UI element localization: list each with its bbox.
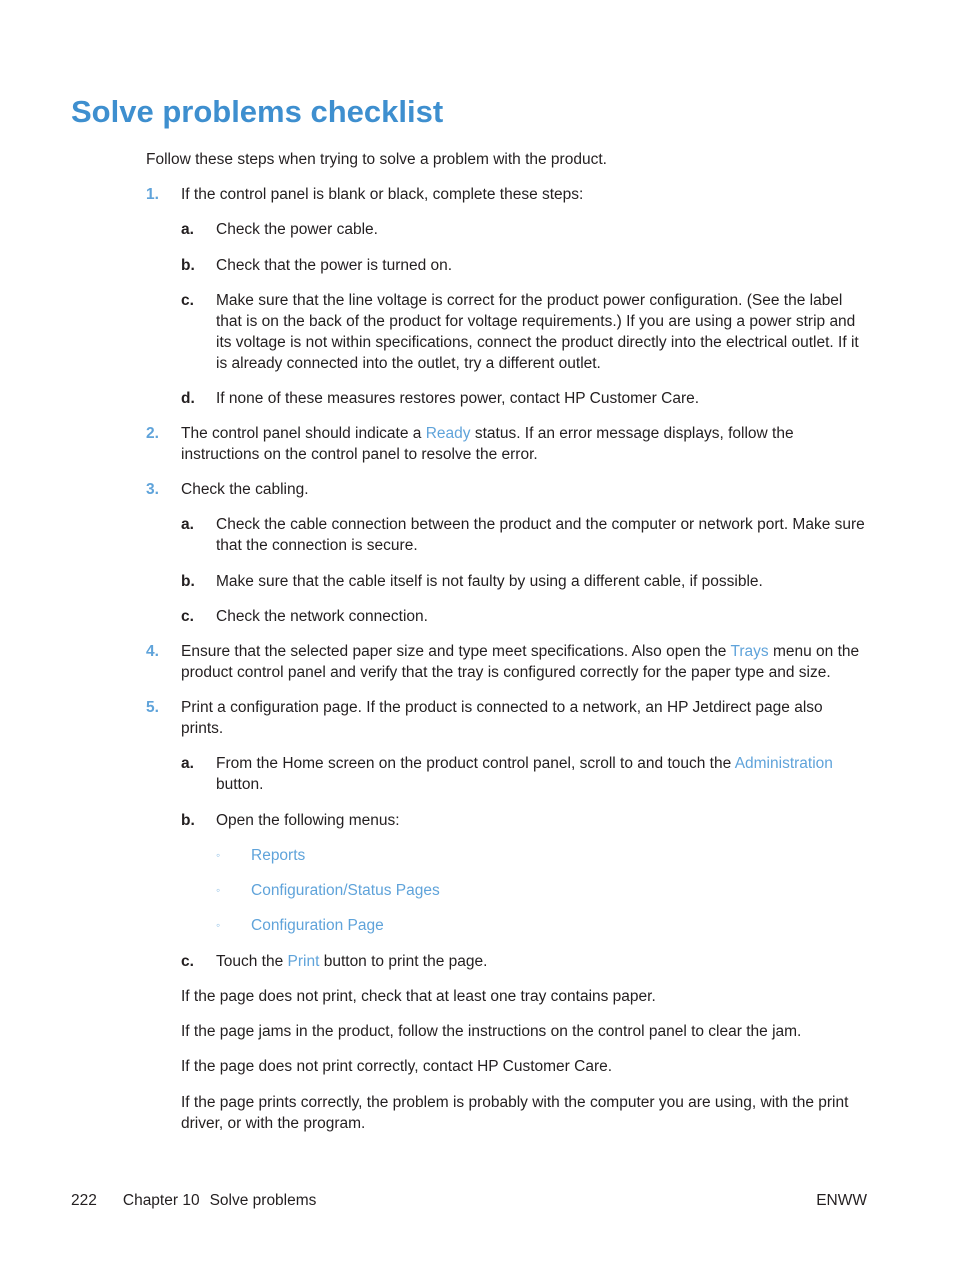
step-text: If the control panel is blank or black, complete these steps: [181,186,584,203]
substep-letter: c. [181,953,194,970]
page-title: Solve problems checklist [71,94,444,129]
step-text: Print a configuration page. If the product is connected to a network, an HP Jetdirect page also prints. [181,699,823,737]
page-number: 222 [71,1192,97,1209]
substep-3a [181,514,866,556]
step-number: 1. [146,186,159,203]
edition-label: ENWW [816,1192,867,1209]
note-paragraph: If the page prints correctly, the problem is probably with the computer you are using, with the print driver, or with the program. [181,1094,849,1132]
substep-text: Check the cable connection between the product and the computer or network port. Make sure that the connection is secure. [216,516,865,554]
step-5 [146,697,866,739]
text-segment: The control panel should indicate a [181,425,426,442]
substep-1b [181,255,866,276]
substep-letter: d. [181,390,195,407]
substep-text [216,753,866,795]
substep-5c [181,951,866,972]
step-text: Check the cabling. [181,481,309,498]
substep-letter: a. [181,221,194,238]
ready-status-link: Ready [425,425,471,442]
step-number: 5. [146,699,159,716]
chapter-title: Solve problems [209,1192,317,1209]
bullet-icon: ◦ [216,848,221,862]
substep-3b [181,571,866,592]
substep-letter: a. [181,755,194,772]
substep-letter: b. [181,812,195,829]
substep-letter: b. [181,257,195,274]
text-segment: button to print the page. [319,953,488,970]
chapter-label: Chapter 10 [122,1192,200,1209]
note-paragraph: If the page jams in the product, follow the instructions on the control panel to clear the jam. [181,1023,802,1040]
page-footer-left [71,1190,316,1211]
substep-text: Open the following menus: [216,812,400,829]
step-4 [146,641,866,683]
menu-item-label: Configuration/Status Pages [251,882,440,899]
substep-text: If none of these measures restores power, contact HP Customer Care. [216,390,700,407]
note-paragraph: If the page does not print, check that at least one tray contains paper. [181,988,656,1005]
menu-bullet-configuration-page [216,915,866,936]
text-segment: status. If an error message displays, follow the instructions on the control panel to resolve the error. [181,425,794,463]
text-segment: button. [216,776,264,793]
menu-item-label: Configuration Page [251,917,384,934]
menu-item-label: Reports [251,847,306,864]
text-segment: From the Home screen on the product control panel, scroll to and touch the [216,755,735,772]
text-segment: Touch the [216,953,288,970]
substep-5a [181,753,866,795]
text-segment: menu on the product control panel and verify that the tray is configured correctly for the paper type and size. [181,643,860,681]
substep-text [216,951,866,972]
step-1 [146,184,866,205]
note-paragraph: If the page does not print correctly, contact HP Customer Care. [181,1058,613,1075]
step-number: 4. [146,643,159,660]
substep-1a [181,219,866,240]
substep-5b [181,810,866,831]
bullet-icon: ◦ [216,918,221,932]
substep-letter: a. [181,516,194,533]
text-segment: Ensure that the selected paper size and type meet specifications. Also open the [181,643,731,660]
step-3 [146,479,866,500]
substep-text: Make sure that the cable itself is not faulty by using a different cable, if possible. [216,573,763,590]
substep-letter: b. [181,573,195,590]
print-button-link: Print [287,953,320,970]
trays-menu-link: Trays [730,643,769,660]
substep-1d [181,388,866,409]
bullet-icon: ◦ [216,883,221,897]
administration-button-link: Administration [734,755,833,772]
substep-text: Check that the power is turned on. [216,257,453,274]
menu-bullet-reports [216,845,866,866]
substep-1c [181,290,866,374]
step-number: 2. [146,425,159,442]
substep-letter: c. [181,608,194,625]
substep-text: Check the network connection. [216,608,428,625]
substep-3c [181,606,866,627]
menu-bullet-configuration-status-pages [216,880,866,901]
step-2 [146,423,866,465]
substep-letter: c. [181,292,194,309]
step-number: 3. [146,481,159,498]
intro-paragraph: Follow these steps when trying to solve a problem with the product. [146,151,607,168]
step-text [181,423,866,465]
substep-text: Make sure that the line voltage is correct for the product power configuration. (See the label that is on the back of the product for voltage requirements.) If you are using a power strip and its voltage is not within specifications, connect the product directly into the electrical outlet. If it is already connected into the outlet, try a different outlet. [216,292,859,372]
substep-text: Check the power cable. [216,221,378,238]
step-text [181,641,866,683]
